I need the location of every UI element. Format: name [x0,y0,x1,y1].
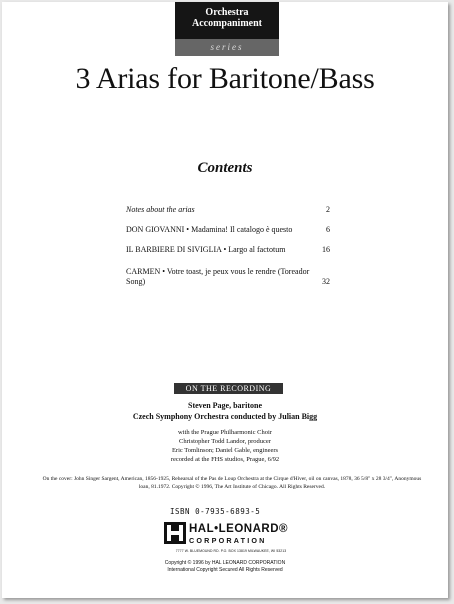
table-of-contents [126,205,330,287]
cover-note: On the cover: John Singer Sargent, American, 1856-1925, Rehearsal of the Pas de Loup Orchestra at the Cirque d'Hiver, oil on canvas, 1878, 36 5/8" x 28 3/4", Anonymous loan, 81.1972. Copyright © 1996, The Art Institute of Chicago. All Rights Reserved. [42,476,422,490]
credit-line: with the Prague Philharmonic Choir [178,429,272,436]
series-badge [175,2,279,56]
page-title: 3 Arias for Baritone/Bass [75,62,375,95]
isbn: ISBN 0-7935-6893-5 [170,507,261,516]
toc-item-carmen [126,267,330,287]
toc-item-page: 2 [326,205,330,214]
recording-credits [2,428,448,464]
recording-badge: ON THE RECORDING [174,383,283,394]
contents-heading: Contents [197,160,253,176]
publisher-corporation: CORPORATION [189,536,267,545]
toc-item-notes [126,205,330,215]
toc-item-don-giovanni [126,225,330,235]
toc-item-title: DON GIOVANNI • Madamina! Il catalogo è questo [126,225,293,234]
toc-item-page: 6 [326,225,330,234]
copyright-line: Copyright © 1996 by HAL LEONARD CORPORATION [164,560,286,566]
page [2,2,448,598]
hal-leonard-logo [164,522,298,558]
toc-item-page: 16 [322,245,330,254]
credit-line: recorded at the FHS studios, Prague, 6/92 [170,456,280,463]
credit-line: Christopher Todd Landor, producer [179,438,271,445]
copyright [2,560,448,573]
publisher-name: HAL•LEONARD® [189,523,288,535]
soloist: Steven Page, baritone [188,401,262,410]
toc-item-title: CARMEN • Votre toast, je peux vous le rendre (Toreador Song) [126,267,310,286]
performers [2,400,448,422]
rights-line: International Copyright Secured All Rights Reserved [167,566,283,573]
hal-leonard-emblem-icon [164,522,186,544]
orchestra: Czech Symphony Orchestra conducted by Julian Bigg [132,412,318,421]
toc-item-page: 32 [322,277,330,286]
credit-line: Eric Tomlinson; Daniel Gable, engineers [171,447,279,454]
series-line-2: Accompaniment [192,18,262,29]
toc-item-title: Notes about the arias [126,205,195,214]
publisher-address: 7777 W. BLUEMOUND RD. P.O. BOX 13819 MILWAUKEE, WI 53213 [175,549,287,553]
series-label: series [175,39,279,56]
toc-item-title: IL BARBIERE DI SIVIGLIA • Largo al factotum [126,245,286,254]
toc-item-barbiere [126,245,330,255]
series-line-1: Orchestra [205,7,249,18]
